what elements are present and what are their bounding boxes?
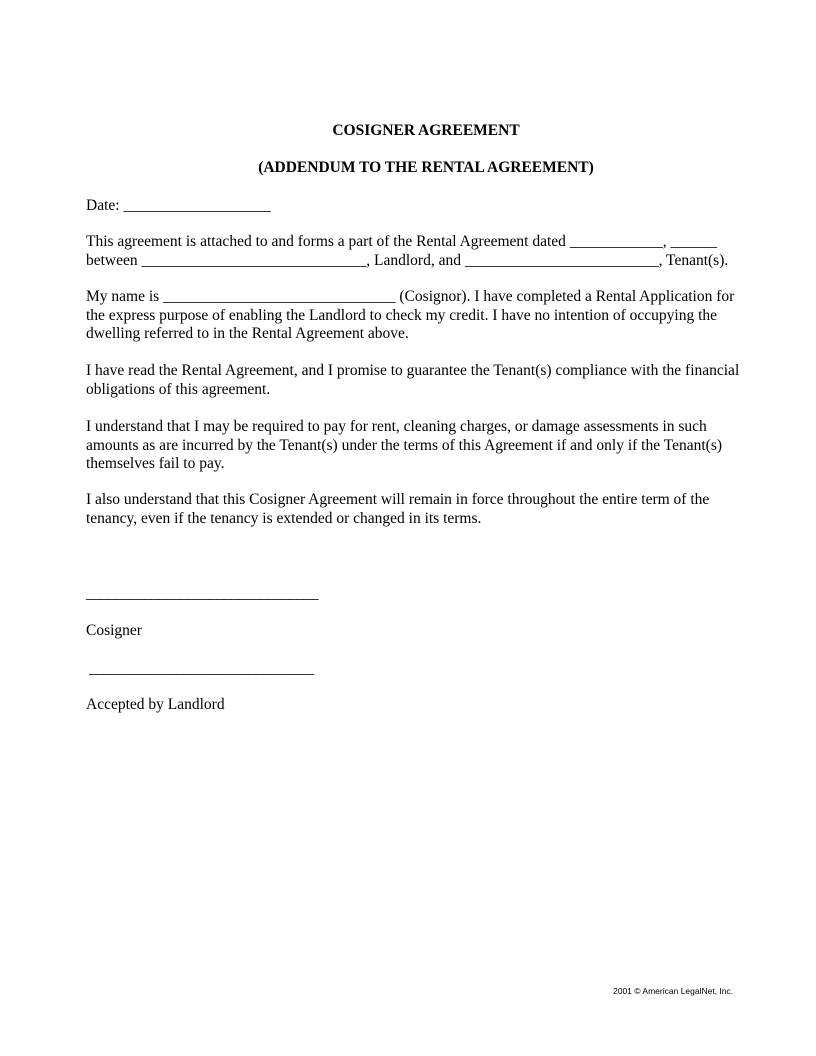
paragraph-line: tenancy, even if the tenancy is extended or changed in its terms. bbox=[86, 509, 482, 527]
paragraph-attachment bbox=[86, 233, 776, 270]
landlord-label: Accepted by Landlord bbox=[86, 696, 225, 713]
paragraph-line: This agreement is attached to and forms a part of the Rental Agreement dated ____________, ______ bbox=[86, 233, 718, 250]
landlord-signature-line: _______________________________ bbox=[89, 660, 314, 677]
paragraph-line: between _____________________________, Landlord, and _________________________, Tenant(s). bbox=[86, 251, 729, 269]
copyright-footer: 2001 © American LegalNet, Inc. bbox=[613, 986, 734, 996]
paragraph-line: obligations of this agreement. bbox=[86, 380, 271, 398]
paragraph-line: themselves fail to pay. bbox=[86, 455, 225, 472]
date-field-line: Date: ___________________ bbox=[86, 197, 271, 214]
paragraph-line: My name is ______________________________ (Cosignor). I have completed a Rental Application for bbox=[86, 288, 735, 305]
paragraph-term bbox=[86, 491, 776, 528]
paragraph-cosignor-name bbox=[86, 288, 776, 344]
paragraph-line: I understand that I may be required to pay for rent, cleaning charges, or damage assessments in such bbox=[86, 418, 707, 435]
cosigner-label: Cosigner bbox=[86, 622, 142, 639]
paragraph-guarantee bbox=[86, 362, 776, 399]
paragraph-liability bbox=[86, 418, 776, 474]
paragraph-line: amounts as are incurred by the Tenant(s) under the terms of this Agreement if and only if the Tenant(s) bbox=[86, 436, 723, 454]
paragraph-line: dwelling referred to in the Rental Agreement above. bbox=[86, 325, 409, 342]
paragraph-line: the express purpose of enabling the Landlord to check my credit. I have no intention of occupying the bbox=[86, 306, 718, 324]
paragraph-line: I also understand that this Cosigner Agreement will remain in force throughout the entire term of the bbox=[86, 491, 710, 508]
document-title: COSIGNER AGREEMENT bbox=[332, 122, 520, 139]
paragraph-line: I have read the Rental Agreement, and I promise to guarantee the Tenant(s) compliance with the financial bbox=[86, 362, 740, 379]
cosigner-signature-line: ________________________________ bbox=[86, 585, 318, 602]
document-subtitle: (ADDENDUM TO THE RENTAL AGREEMENT) bbox=[258, 159, 594, 176]
